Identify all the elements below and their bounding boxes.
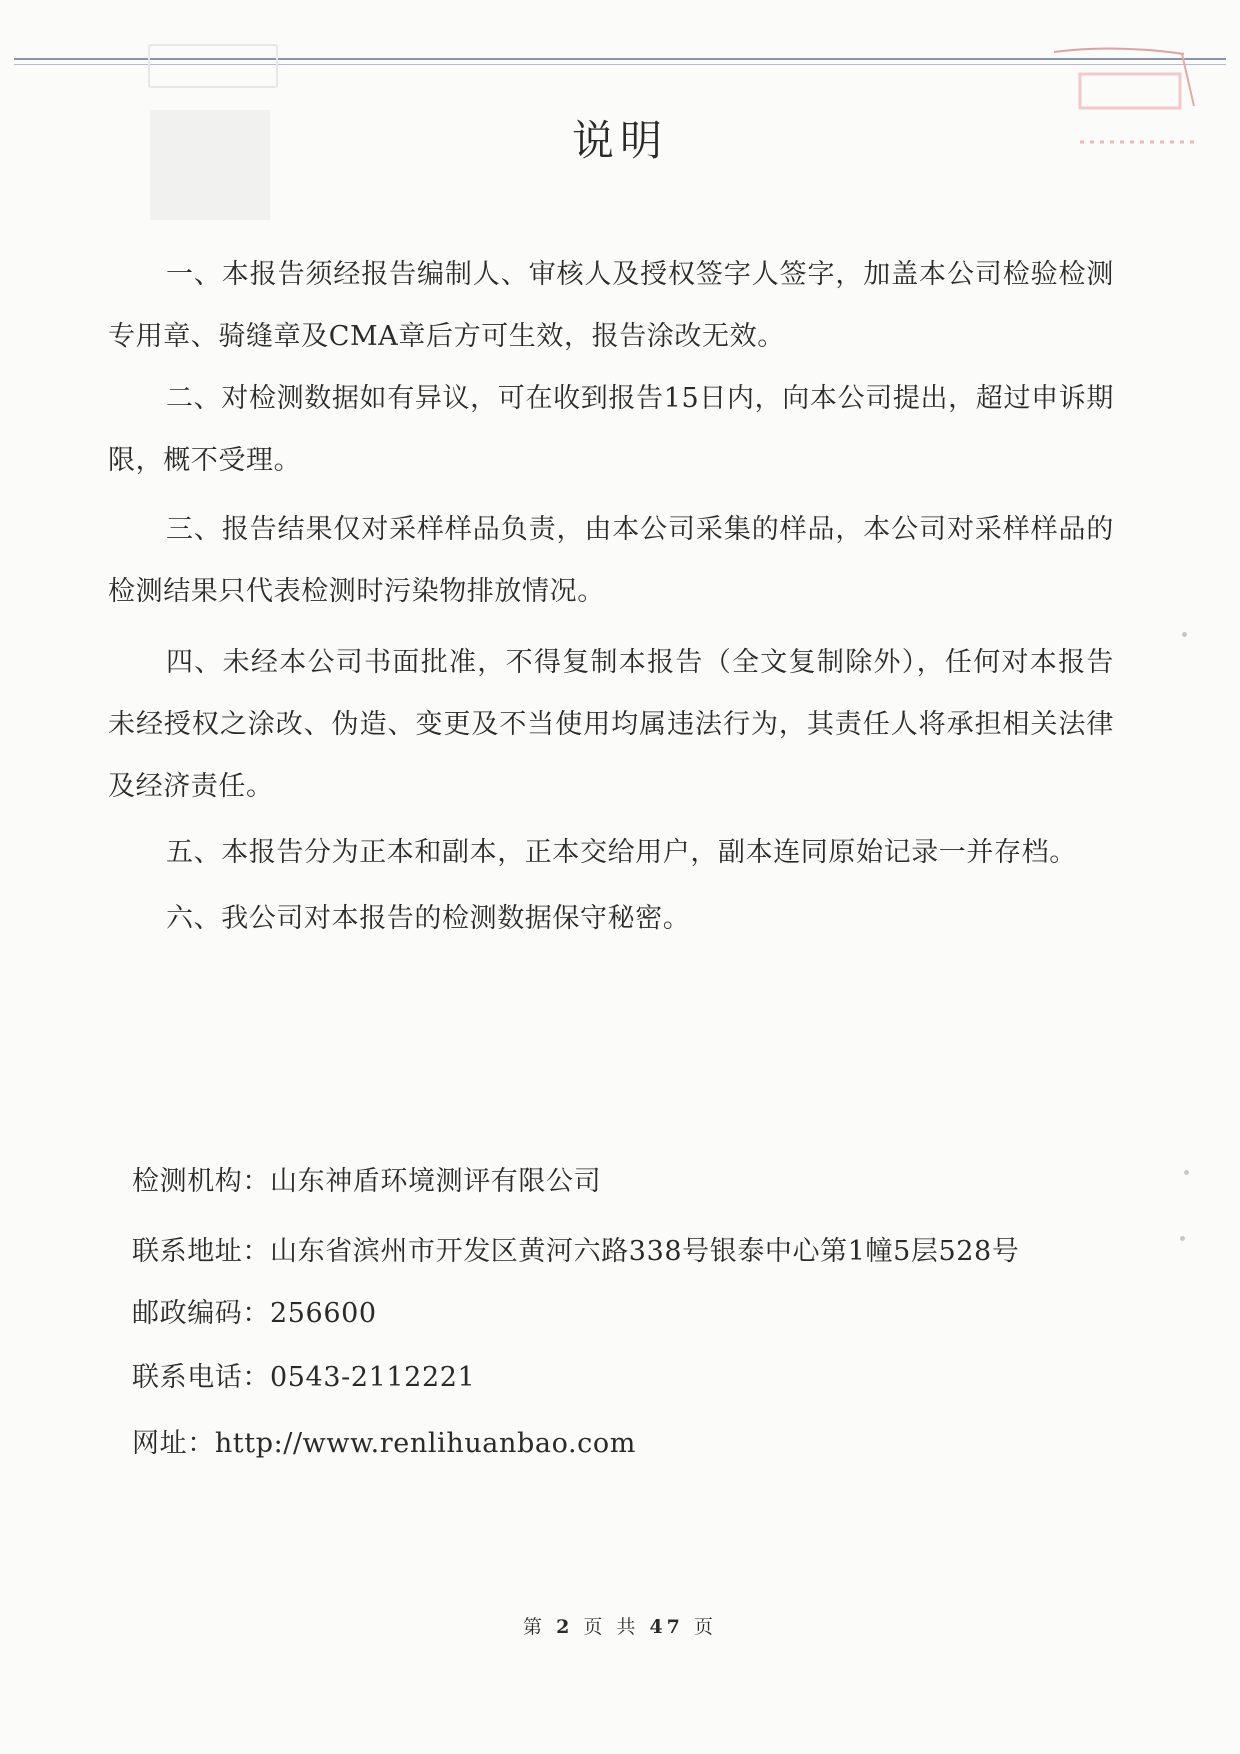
page-title: 说明 (571, 116, 668, 165)
contact-phone (132, 1358, 475, 1398)
clause-5: 五、本报告分为正本和副本，正本交给用户，副本连同原始记录一并存档。 (166, 837, 1077, 868)
contact-phone-label: 联系电话： (132, 1362, 270, 1393)
contact-institution-label: 检测机构： (132, 1166, 270, 1197)
contact-postcode (132, 1294, 377, 1334)
scan-speck (1180, 1236, 1185, 1241)
contact-website-value[interactable]: http://www.renlihuanbao.com (214, 1428, 636, 1459)
contact-institution (132, 1162, 601, 1202)
contact-address-value: 山东省滨州市开发区黄河六路338号银泰中心第1幢5层528号 (270, 1236, 1020, 1267)
contact-website (132, 1424, 636, 1464)
contact-website-label: 网址： (132, 1428, 215, 1459)
scan-speck (1184, 1170, 1189, 1175)
clause-2: 二、对检测数据如有异议，可在收到报告15日内，向本公司提出，超过申诉期限，概不受理。 (108, 383, 1114, 476)
clause-6: 六、我公司对本报告的检测数据保守秘密。 (166, 903, 691, 934)
footer-current-page: 2 (556, 1616, 574, 1638)
clause-1: 一、本报告须经报告编制人、审核人及授权签字人签字，加盖本公司检验检测专用章、骑缝章及CMA章后方可生效，报告涂改无效。 (108, 259, 1114, 352)
contact-address (132, 1232, 1019, 1272)
contact-institution-value: 山东神盾环境测评有限公司 (270, 1166, 602, 1197)
clause-3: 三、报告结果仅对采样样品负责，由本公司采集的样品，本公司对采样样品的检测结果只代表检测时污染物排放情况。 (108, 514, 1114, 607)
contact-postcode-label: 邮政编码： (132, 1298, 270, 1329)
footer-middle: 页 共 (583, 1616, 640, 1638)
contact-postcode-value: 256600 (270, 1298, 377, 1329)
scan-speck (1182, 632, 1187, 637)
footer-prefix: 第 (523, 1616, 547, 1638)
bleed-through-box (148, 44, 278, 88)
contact-phone-value: 0543-2112221 (270, 1362, 476, 1393)
contact-address-label: 联系地址： (132, 1236, 270, 1267)
clause-4: 四、未经本公司书面批准，不得复制本报告（全文复制除外），任何对本报告未经授权之涂改、伪造、变更及不当使用均属违法行为，其责任人将承担相关法律及经济责任。 (108, 647, 1114, 802)
footer-suffix: 页 (693, 1616, 717, 1638)
footer-total-pages: 47 (649, 1616, 684, 1638)
page-footer (0, 1612, 1240, 1639)
